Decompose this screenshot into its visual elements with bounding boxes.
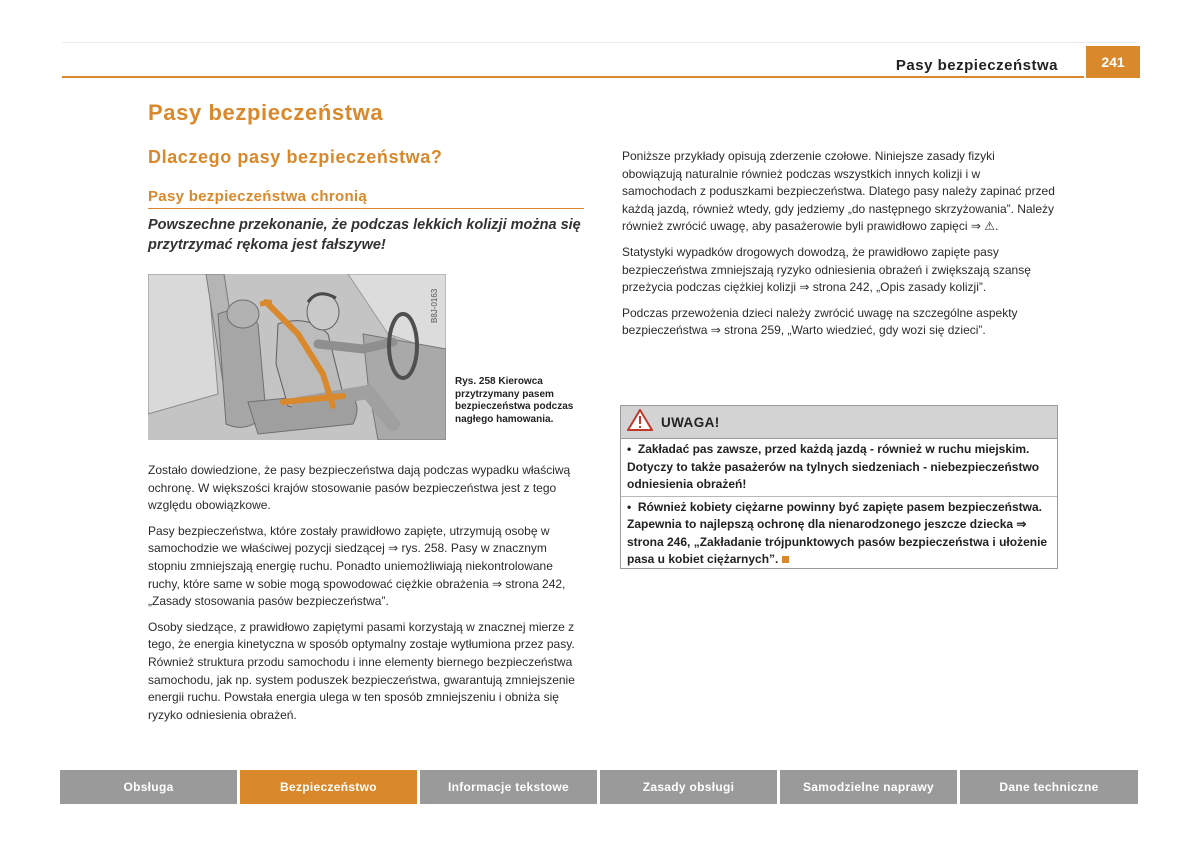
figure-illustration xyxy=(148,274,446,440)
nav-tab-dane[interactable]: Dane techniczne xyxy=(960,770,1138,804)
section-rule xyxy=(148,208,584,209)
running-header: Pasy bezpieczeństwa xyxy=(895,57,1058,74)
warning-box xyxy=(620,405,1058,569)
lead-text: Powszechne przekonanie, że podczas lekkich kolizji można się przytrzymać rękoma jest fałszywe! xyxy=(148,217,581,253)
page-title: Pasy bezpieczeństwa xyxy=(148,100,384,125)
warning-triangle-icon xyxy=(627,409,653,436)
left-column xyxy=(148,462,584,732)
paragraph: Poniższe przykłady opisują zderzenie czołowe. Niniejsze zasady fizyki obowiązują naturalnie również podczas wszystkich innych kolizji i w samochodach z poduszkami bezpieczeństwa. Dlatego pasy należy zapinać przed każdą jazdą, również wtedy, gdy jedziemy „do następnego skrzyżowania”. Należy również zwrócić uwagę, aby pasażerowie byli prawidłowo zapięci ⇒ ⚠. xyxy=(622,149,1055,234)
paragraph: Statystyki wypadków drogowych dowodzą, że prawidłowo zapięte pasy bezpieczeństwa zmniejszają ryzyko odniesienia obrażeń i zwiększają szansę przeżycia podczas ciężkiej kolizji ⇒ strona 242, „Opis zasady kolizji”. xyxy=(622,244,1031,295)
paragraph: Pasy bezpieczeństwa, które zostały prawidłowo zapięte, utrzymują osobę w samochodzie we właściwej pozycji siedzącej ⇒ rys. 258. Pasy w znacznym stopniu zmniejszają energię ruchu. Ponadto uniemożliwiają niekontrolowane ruchy, które same w sobie mogą spowodować ciężkie obrażenia ⇒ strona 242, „Zasady stosowania pasów bezpieczeństwa”. xyxy=(148,523,566,609)
right-column xyxy=(622,148,1058,348)
figure-code: B8J-0163 xyxy=(430,288,439,323)
chapter-nav xyxy=(60,770,1138,804)
warning-item: • Zakładać pas zawsze, przed każdą jazdą - również w ruchu miejskim. Dotyczy to także pasażerów na tylnych siedzeniach - niebezpieczeństwo odniesienia obrażeń! xyxy=(627,442,1040,491)
nav-tab-informacje[interactable]: Informacje tekstowe xyxy=(420,770,597,804)
warning-header xyxy=(621,406,1057,439)
paragraph: Podczas przewożenia dzieci należy zwrócić uwagę na szczególne aspekty bezpieczeństwa ⇒ strona 259, „Warto wiedzieć, gdy wozi się dzieci”. xyxy=(622,305,1018,338)
warning-item-text: Zakładać pas zawsze, przed każdą jazdą - również w ruchu miejskim. Dotyczy to także pasażerów na tylnych siedzeniach - niebezpieczeństwo odniesienia obrażeń! xyxy=(627,442,1040,491)
chapter-heading: Dlaczego pasy bezpieczeństwa? xyxy=(148,147,443,167)
paragraph: Osoby siedzące, z prawidłowo zapiętymi pasami korzystają w znacznej mierze z tego, że energia kinetyczna w sposób optymalny zostaje wytłumiona przez pasy. Również struktura przodu samochodu i inne elementy biernego bezpieczeństwa samochodu, jak np. system poduszek bezpieczeństwa, gwarantują zmniejszenie energii ruchu. Powstała energia ulega w ten sposób zmniejszeniu i obniża się ryzyko odniesienia obrażeń. xyxy=(148,619,575,722)
page-number: 241 xyxy=(1086,46,1140,78)
figure-driver-seatbelt xyxy=(148,274,446,440)
paragraph: Zostało dowiedzione, że pasy bezpieczeństwa dają podczas wypadku właściwą ochronę. W większości krajów stosowanie pasów bezpieczeństwa jest z tego względu obowiązkowe. xyxy=(148,463,571,513)
section-heading: Pasy bezpieczeństwa chronią xyxy=(148,188,368,205)
nav-tab-zasady[interactable]: Zasady obsługi xyxy=(600,770,777,804)
nav-tab-naprawy[interactable]: Samodzielne naprawy xyxy=(780,770,957,804)
header-rule xyxy=(62,76,1084,78)
warning-title: UWAGA! xyxy=(661,414,720,430)
figure-caption: Rys. 258 Kierowca przytrzymany pasem bezpieczeństwa podczas nagłego hamowania. xyxy=(455,376,574,425)
top-faint-rule xyxy=(62,42,1138,43)
nav-tab-bezpieczenstwo[interactable]: Bezpieczeństwo xyxy=(240,770,417,804)
warning-item-text: Również kobiety ciężarne powinny być zapięte pasem bezpieczeństwa. Zapewnia to najlepszą ochronę dla nienarodzonego jeszcze dziecka ⇒ strona 246, „Zakładanie trójpunktowych pasów bezpieczeństwa i ułożenie pasa u kobiet ciężarnych”. xyxy=(627,499,1048,566)
warning-item: • Również kobiety ciężarne powinny być zapięte pasem bezpieczeństwa. Zapewnia to najlepszą ochronę dla nienarodzonego jeszcze dziecka ⇒ strona 246, „Zakładanie trójpunktowych pasów bezpieczeństwa i ułożenie pasa u kobiet ciężarnych”. xyxy=(621,496,1057,571)
end-marker-icon xyxy=(782,556,789,563)
nav-tab-obsluga[interactable]: Obsługa xyxy=(60,770,237,804)
